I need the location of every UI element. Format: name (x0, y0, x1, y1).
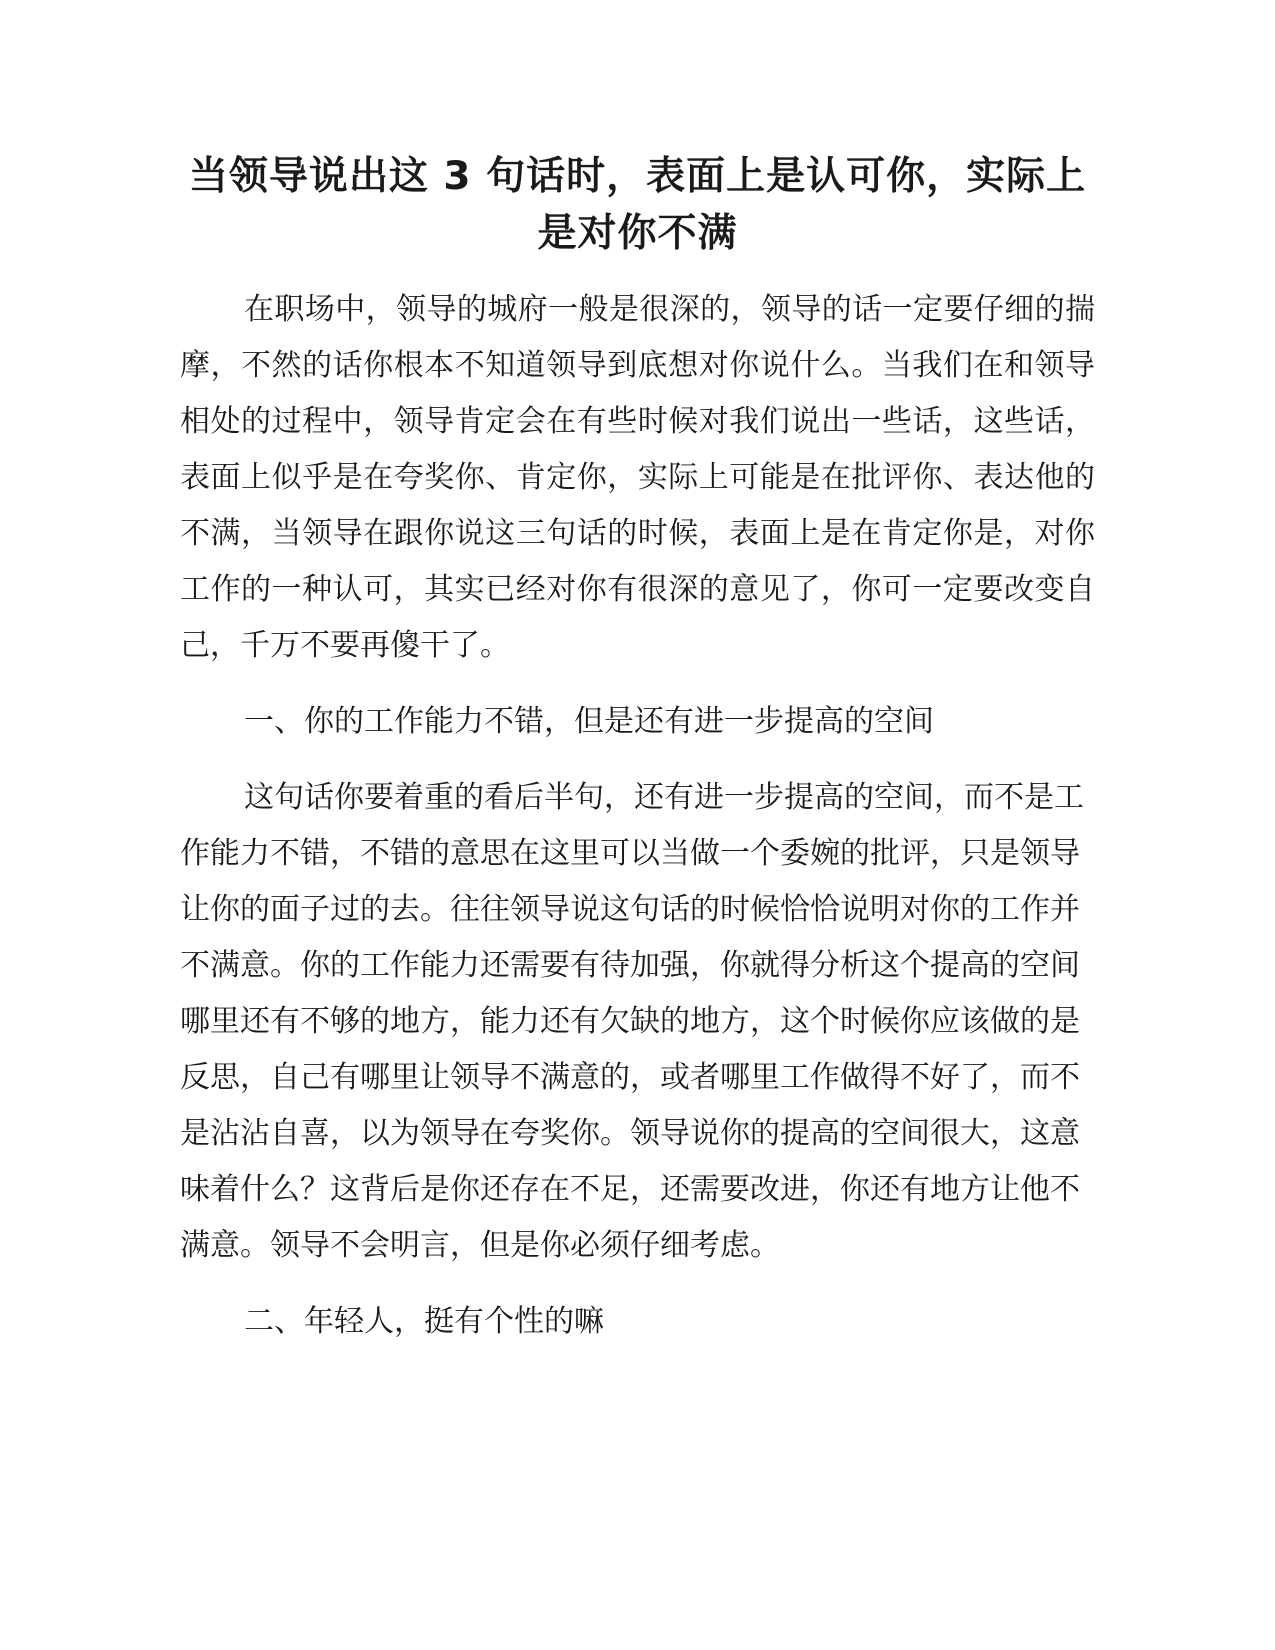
section-1-paragraph: 这句话你要着重的看后半句，还有进一步提高的空间，而不是工作能力不错，不错的意思在这里可以当做一个委婉的批评，只是领导让你的面子过的去。往往领导说这句话的时候恰恰说明对你的工作并不满意。你的工作能力还需要有待加强，你就得分析这个提高的空间哪里还有不够的地方，能力还有欠缺的地方，这个时候你应该做的是反思，自己有哪里让领导不满意的，或者哪里工作做得不好了，而不是沾沾自喜，以为领导在夸奖你。领导说你的提高的空间很大，这意味着什么？这背后是你还存在不足，还需要改进，你还有地方让他不满意。领导不会明言，但是你必须仔细考虑。 (180, 780, 1084, 1263)
section-1-heading: 一、你的工作能力不错，但是还有进一步提高的空间 (244, 704, 934, 739)
section-2-heading: 二、年轻人，挺有个性的嘛 (244, 1304, 604, 1339)
document-title: 当领导说出这 3 句话时，表面上是认可你，实际上是对你不满 (188, 154, 1087, 256)
intro-paragraph: 在职场中，领导的城府一般是很深的，领导的话一定要仔细的揣摩，不然的话你根本不知道领导到底想对你说什么。当我们在和领导相处的过程中，领导肯定会在有些时候对我们说出一些话，这些话，表面上似乎是在夸奖你、肯定你，实际上可能是在批评你、表达他的不满，当领导在跟你说这三句话的时候，表面上是在肯定你是，对你工作的一种认可，其实已经对你有很深的意见了，你可一定要改变自己，千万不要再傻干了。 (180, 292, 1095, 663)
document-body (180, 282, 1095, 1350)
